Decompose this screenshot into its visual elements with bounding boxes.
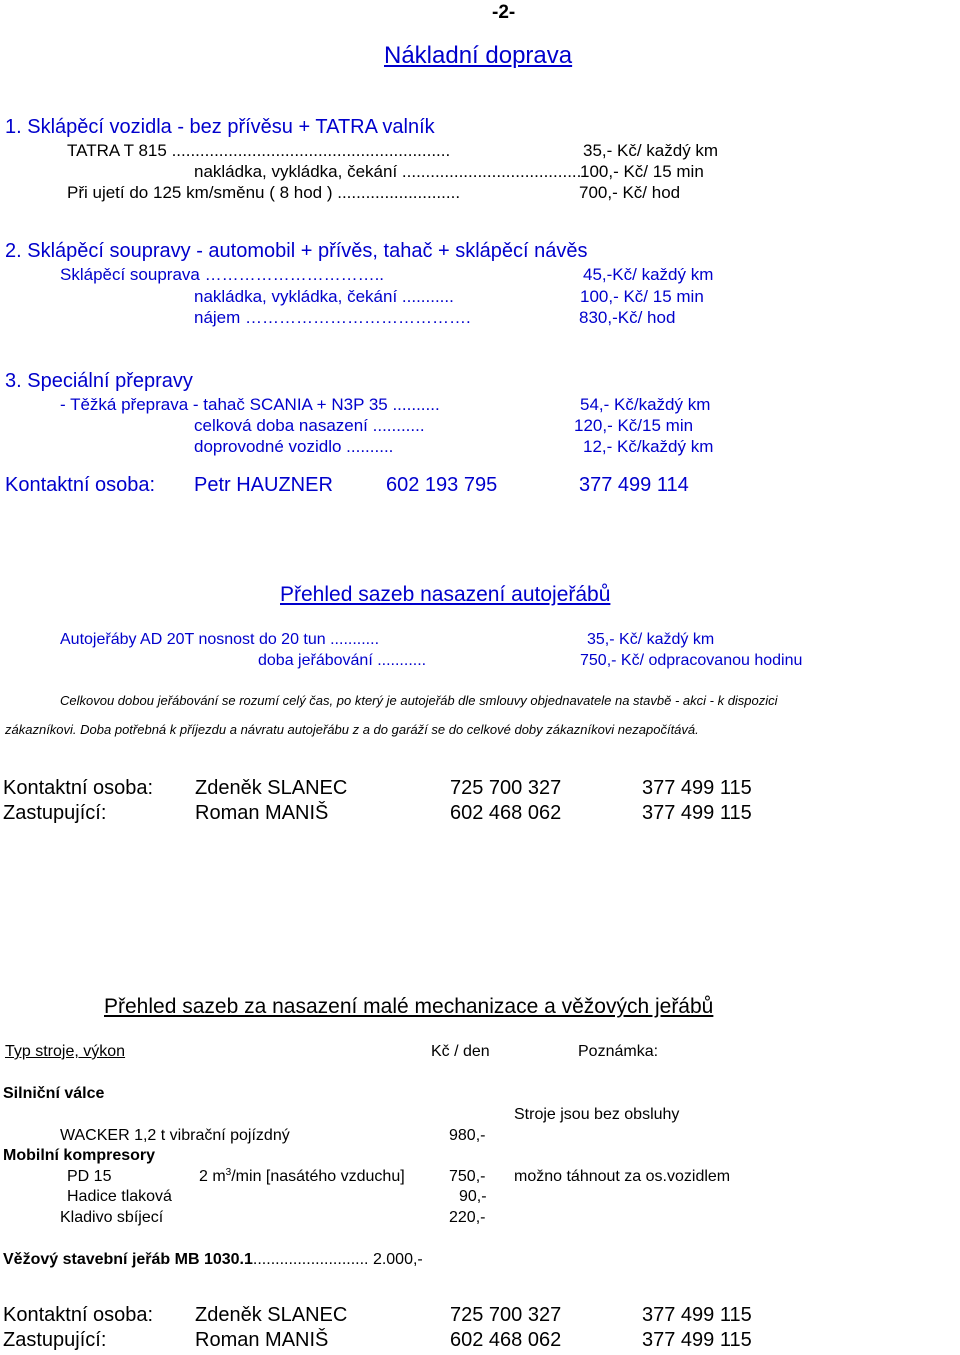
- s2-row-2-label: nakládka, vykládka, čekání ...........: [194, 287, 454, 306]
- contact-1-phone-1: 602 193 795: [386, 474, 498, 496]
- pd15-label: PD 15: [67, 1168, 112, 1185]
- wacker-price: 980,-: [449, 1127, 486, 1144]
- s1-row-1-label: TATRA T 815 ...........................................................: [67, 141, 451, 160]
- contact-3-deputy-name: Roman MANIŠ: [195, 1329, 329, 1351]
- cranes-row-1-price: 35,- Kč/ každý km: [587, 631, 715, 648]
- tower-crane-label: Věžový stavební jeřáb MB 1030.1: [3, 1251, 253, 1268]
- contact-1-name: Petr HAUZNER: [194, 474, 333, 496]
- col-header-price: Kč / den: [431, 1043, 490, 1060]
- s2-row-2-price: 100,- Kč/ 15 min: [580, 287, 704, 306]
- page-number: -2-: [492, 2, 516, 23]
- tower-crane-price: 2.000,-: [372, 1251, 423, 1268]
- contact-3-phone-1: 725 700 327: [450, 1304, 562, 1326]
- category-road-rollers: Silniční válce: [3, 1085, 105, 1102]
- hose-label: Hadice tlaková: [67, 1188, 172, 1205]
- pd15-note: možno táhnout za os.vozidlem: [514, 1168, 731, 1185]
- contact-2-phone-2: 377 499 115: [642, 777, 752, 799]
- s2-row-1-label: Sklápěcí souprava …………………………..: [60, 265, 385, 284]
- note-no-service: Stroje jsou bez obsluhy: [514, 1106, 680, 1123]
- tower-crane-row: [3, 1251, 423, 1269]
- contact-3-deputy-label: Zastupující:: [3, 1329, 107, 1351]
- machines-heading: Přehled sazeb za nasazení malé mechanizace a věžových jeřábů: [104, 995, 714, 1018]
- contact-2-deputy-phone-1: 602 468 062: [450, 802, 562, 824]
- contact-3-phone-2: 377 499 115: [642, 1304, 752, 1326]
- cranes-note-line-1: Celkovou dobou jeřábování se rozumí celý čas, po který je autojeřáb dle smlouvy objednavatele na stavbě - akci - k dispozici: [60, 693, 778, 708]
- pd15-spec-unit: /min [nasátého vzduchu]: [231, 1168, 405, 1185]
- cranes-row-1-label: Autojeřáby AD 20T nosnost do 20 tun ...........: [60, 631, 380, 648]
- contact-1-phone-2: 377 499 114: [579, 474, 689, 496]
- contact-2-deputy-phone-2: 377 499 115: [642, 802, 752, 824]
- pd15-spec-value: 2 m: [199, 1168, 226, 1185]
- contact-2-deputy-name: Roman MANIŠ: [195, 802, 329, 824]
- section-2-heading: 2. Sklápěcí soupravy - automobil + přívěs, tahač + sklápěcí návěs: [5, 240, 588, 262]
- pd15-spec-superscript: 3: [225, 1167, 232, 1178]
- wacker-label: WACKER 1,2 t vibrační pojízdný: [60, 1127, 290, 1144]
- cranes-row-2-label: doba jeřábování ...........: [258, 652, 427, 669]
- s3-row-3-label: doprovodné vozidlo ..........: [194, 437, 394, 456]
- pd15-spec: [199, 1168, 405, 1186]
- s2-row-3-price: 830,-Kč/ hod: [579, 308, 676, 327]
- s3-row-2-price: 120,- Kč/15 min: [574, 416, 694, 435]
- contact-1-label: Kontaktní osoba:: [5, 474, 156, 496]
- s3-row-1-label: - Těžká přeprava - tahač SCANIA + N3P 35 ..........: [60, 395, 440, 414]
- cranes-row-2-price: 750,- Kč/ odpracovanou hodinu: [580, 652, 803, 669]
- section-3-heading: 3. Speciální přepravy: [5, 370, 193, 392]
- col-header-type: Typ stroje, výkon: [5, 1043, 126, 1060]
- category-mobile-compressors: Mobilní kompresory: [3, 1147, 156, 1164]
- tower-crane-dots: ..........................: [252, 1251, 369, 1268]
- s3-row-1-price: 54,- Kč/každý km: [580, 395, 711, 414]
- hammer-price: 220,-: [449, 1209, 486, 1226]
- s3-row-3-price: 12,- Kč/každý km: [583, 437, 714, 456]
- s1-row-1-price: 35,- Kč/ každý km: [583, 141, 719, 160]
- pd15-price: 750,-: [449, 1168, 486, 1185]
- col-header-note: Poznámka:: [578, 1043, 659, 1060]
- s1-row-3-price: 700,- Kč/ hod: [579, 183, 681, 202]
- s1-row-3-label: Při ujetí do 125 km/směnu ( 8 hod ) ..........................: [67, 183, 461, 202]
- contact-3-name: Zdeněk SLANEC: [195, 1304, 348, 1326]
- contact-3-deputy-phone-2: 377 499 115: [642, 1329, 752, 1351]
- contact-3-deputy-phone-1: 602 468 062: [450, 1329, 562, 1351]
- s1-row-2-price: 100,- Kč/ 15 min: [580, 162, 704, 181]
- contact-2-phone-1: 725 700 327: [450, 777, 562, 799]
- hose-price: 90,-: [459, 1188, 487, 1205]
- contact-2-deputy-label: Zastupující:: [3, 802, 107, 824]
- section-1-heading: 1. Sklápěcí vozidla - bez přívěsu + TATRA valník: [5, 116, 435, 138]
- s2-row-1-price: 45,-Kč/ každý km: [583, 265, 714, 284]
- hammer-label: Kladivo sbíjecí: [60, 1209, 164, 1226]
- s3-row-2-label: celková doba nasazení ...........: [194, 416, 425, 435]
- contact-3-label: Kontaktní osoba:: [3, 1304, 154, 1326]
- contact-2-label: Kontaktní osoba:: [3, 777, 154, 799]
- page-title: Nákladní doprava: [384, 42, 573, 69]
- s2-row-3-label: nájem ………………………………….: [194, 308, 471, 327]
- cranes-heading: Přehled sazeb nasazení autojeřábů: [280, 583, 611, 606]
- contact-2-name: Zdeněk SLANEC: [195, 777, 348, 799]
- s1-row-2-label: nakládka, vykládka, čekání ......................................: [194, 162, 582, 181]
- cranes-note-line-2: zákazníkovi. Doba potřebná k příjezdu a návratu autojeřábu z a do garáží se do celkové doby zákazníkovi nezapočítává.: [5, 722, 699, 737]
